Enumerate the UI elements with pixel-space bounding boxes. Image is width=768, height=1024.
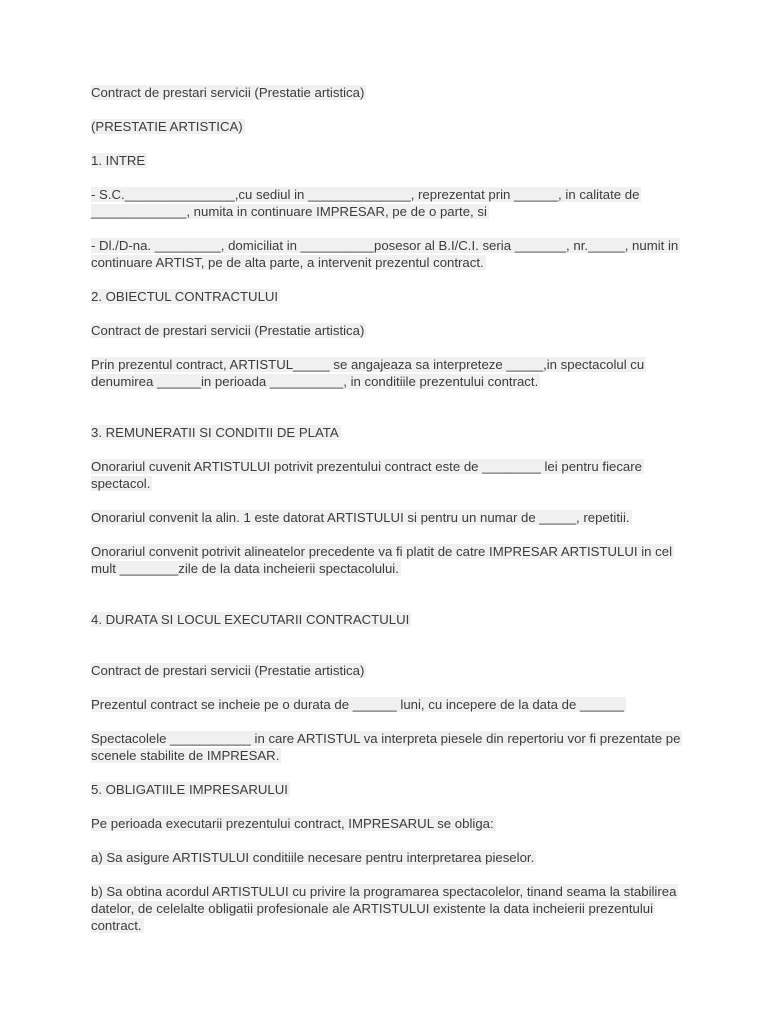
payment-paragraph [91,543,681,577]
paragraph-text: 2. OBIECTUL CONTRACTULUI [91,289,279,304]
paragraph-text: - Dl./D-na. _________, domiciliat in __________posesor al B.I/C.I. seria _______, nr._____, numit in continuare ARTIST, pe de alta parte, a intervenit prezentul contract. [91,238,679,270]
paragraph-text: Prezentul contract se incheie pe o durata de ______ luni, cu incepere de la data de ______ [91,697,625,712]
party-artist-paragraph [91,237,681,271]
paragraph-text: Contract de prestari servicii (Prestatie artistica) [91,663,365,678]
section-heading-1 [91,152,681,169]
paragraph-text: 5. OBLIGATIILE IMPRESARULUI [91,782,288,797]
paragraph-text: Pe perioada executarii prezentului contract, IMPRESARUL se obliga: [91,816,494,831]
fee-paragraph [91,458,681,492]
document-title [91,84,681,101]
rehearsal-paragraph [91,509,681,526]
party-impresar-paragraph [91,186,681,220]
section-heading-3 [91,424,681,441]
paragraph-text: 3. REMUNERATII SI CONDITII DE PLATA [91,425,339,440]
paragraph-text: Prin prezentul contract, ARTISTUL_____ se angajeaza sa interpreteze _____,in spectacolul cu denumirea ______in perioada __________, in conditiile prezentului contract. [91,357,645,389]
document-page [91,84,681,934]
paragraph-text: - S.C._______________,cu sediul in ______________, reprezentat prin ______, in calitate de _____________, numita in continuare IMPRESAR, pe de o parte, si [91,187,640,219]
paragraph-text: 1. INTRE [91,153,146,168]
object-paragraph [91,356,681,390]
paragraph-text: (PRESTATIE ARTISTICA) [91,119,243,134]
section-heading-2 [91,288,681,305]
paragraph-text: Onorariul cuvenit ARTISTULUI potrivit prezentului contract este de ________ lei pentru fiecare spectacol. [91,459,642,491]
obligation-b [91,883,681,934]
paragraph-text: a) Sa asigure ARTISTULUI conditiile necesare pentru interpretarea pieselor. [91,850,535,865]
paragraph-text: Onorariul convenit potrivit alineatelor precedente va fi platit de catre IMPRESAR ARTISTULUI in cel mult ________zile de la data incheierii spectacolului. [91,544,673,576]
document-subtitle [91,118,681,135]
obligation-a [91,849,681,866]
paragraph-text: Onorariul convenit la alin. 1 este datorat ARTISTULUI si pentru un numar de _____, repetitii. [91,510,630,525]
section-heading-4 [91,611,681,628]
obligations-intro [91,815,681,832]
section-heading-5 [91,781,681,798]
paragraph-text: Contract de prestari servicii (Prestatie artistica) [91,85,365,100]
duration-paragraph [91,696,681,713]
paragraph-text: Contract de prestari servicii (Prestatie artistica) [91,323,365,338]
venue-paragraph [91,730,681,764]
repeated-title [91,322,681,339]
paragraph-text: b) Sa obtina acordul ARTISTULUI cu privire la programarea spectacolelor, tinand seama la stabilirea datelor, de celelalte obligatii profesionale ale ARTISTULUI existente la data incheierii prezentului contract. [91,884,677,933]
repeated-title-2 [91,662,681,679]
paragraph-text: 4. DURATA SI LOCUL EXECUTARII CONTRACTULUI [91,612,410,627]
paragraph-text: Spectacolele ___________ in care ARTISTUL va interpreta piesele din repertoriu vor fi prezentate pe scenele stabilite de IMPRESAR. [91,731,681,763]
